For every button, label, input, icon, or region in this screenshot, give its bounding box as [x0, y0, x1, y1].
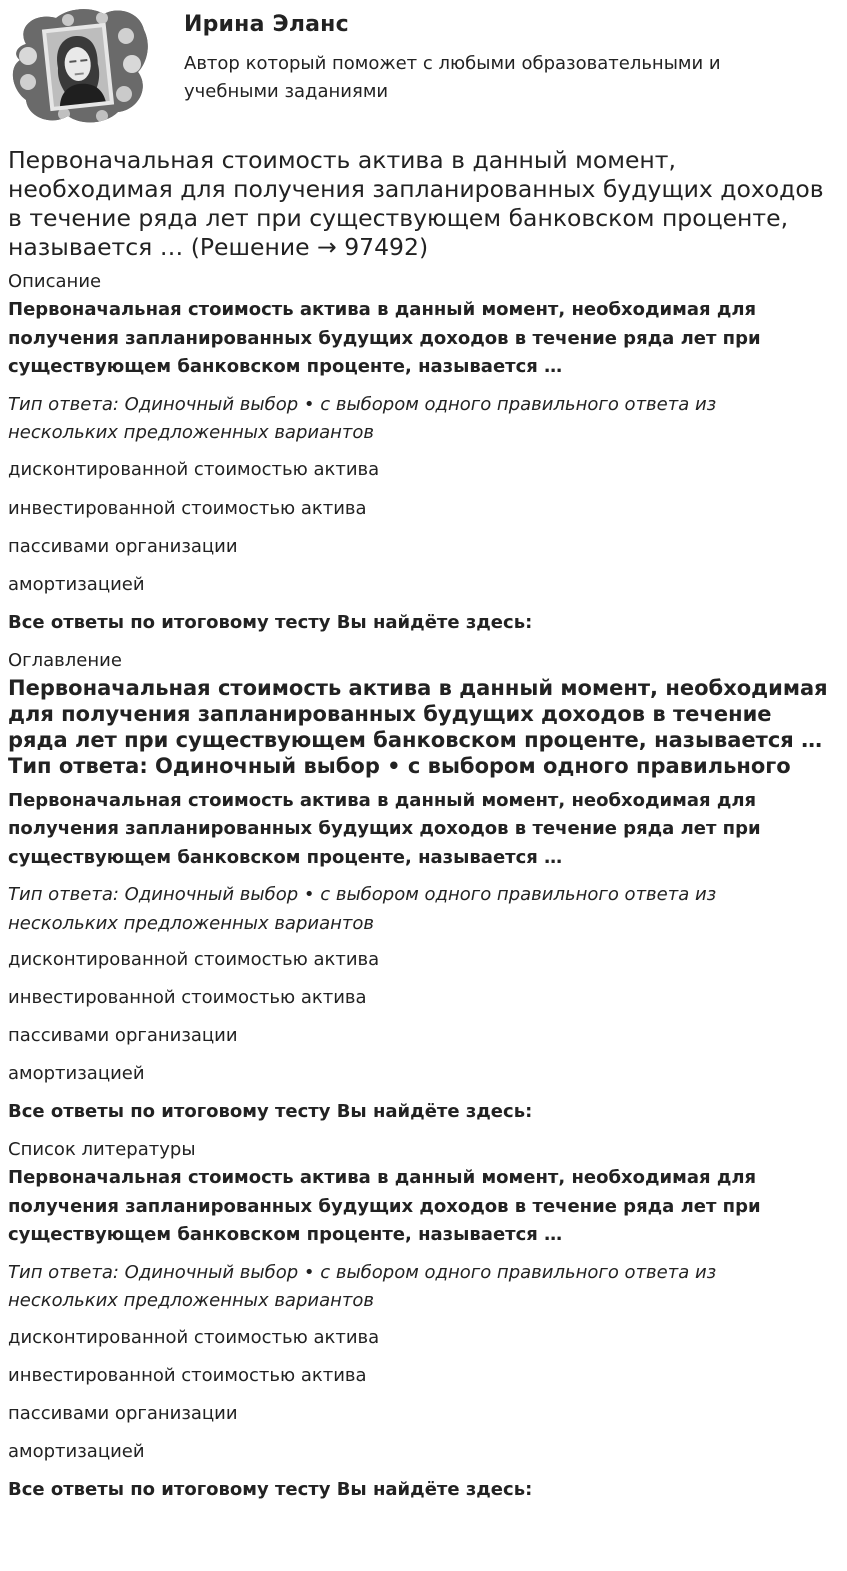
option-item: инвестированной стоимостью актива: [8, 987, 367, 1008]
answer-type-text: Тип ответа: Одиночный выбор • с выбором одного правильного ответа из нескольких предложенных вариантов: [8, 884, 717, 934]
section-label-literature: Список литературы: [8, 1139, 196, 1160]
question-text: Первоначальная стоимость актива в данный момент, необходимая для получения запланированных будущих доходов в течение ряда лет при существующем банковском проценте, называется …: [8, 789, 761, 868]
option-item: инвестированной стоимостью актива: [8, 497, 367, 519]
description-section: [8, 270, 828, 635]
option-item: амортизацией: [8, 1063, 145, 1084]
answer-type-text: Тип ответа: Одиночный выбор • с выбором одного правильного ответа из нескольких предложенных вариантов: [8, 393, 717, 443]
option-item: пассивами организации: [8, 1402, 238, 1424]
option-item: пассивами организации: [8, 535, 238, 557]
literature-section: [8, 1138, 828, 1502]
toc-heading[interactable]: Первоначальная стоимость актива в данный момент, необходимая для получения запланированных будущих доходов в течение ряда лет при существующем банковском проценте, называется …Тип ответа: Одиночный выбор • с выбором одного правильного: [8, 675, 828, 778]
section-label-toc: Оглавление: [8, 649, 122, 671]
author-card: [0, 0, 847, 130]
toc-section: [8, 649, 828, 1125]
option-item: дисконтированной стоимостью актива: [8, 458, 380, 480]
option-item: амортизацией: [8, 573, 145, 595]
answer-type-text: Тип ответа: Одиночный выбор • с выбором одного правильного ответа из нескольких предложенных вариантов: [8, 1261, 717, 1311]
option-item: дисконтированной стоимостью актива: [8, 1326, 380, 1348]
option-item: амортизацией: [8, 1440, 145, 1462]
author-avatar[interactable]: [6, 6, 150, 126]
question-text: Первоначальная стоимость актива в данный момент, необходимая для получения запланированных будущих доходов в течение ряда лет при существующем банковском проценте, называется …: [8, 299, 761, 377]
question-text: Первоначальная стоимость актива в данный момент, необходимая для получения запланированных будущих доходов в течение ряда лет при существующем банковском проценте, называется …: [8, 1167, 761, 1245]
page-title: Первоначальная стоимость актива в данный момент, необходимая для получения запланированных будущих доходов в течение ряда лет при существующем банковском проценте, называется … (Решение → 97492): [8, 146, 824, 261]
all-answers-text: Все ответы по итоговому тесту Вы найдёте здесь:: [8, 1478, 533, 1500]
all-answers-text: Все ответы по итоговому тесту Вы найдёте здесь:: [8, 1101, 533, 1122]
section-label-description: Описание: [8, 271, 102, 292]
content: [8, 146, 828, 1502]
option-item: пассивами организации: [8, 1025, 238, 1046]
option-item: дисконтированной стоимостью актива: [8, 949, 380, 970]
option-item: инвестированной стоимостью актива: [8, 1364, 367, 1386]
all-answers-text: Все ответы по итоговому тесту Вы найдёте здесь:: [8, 611, 533, 633]
author-name[interactable]: Ирина Эланс: [184, 12, 349, 37]
author-description: Автор который поможет с любыми образовательными и учебными заданиями: [184, 53, 721, 102]
